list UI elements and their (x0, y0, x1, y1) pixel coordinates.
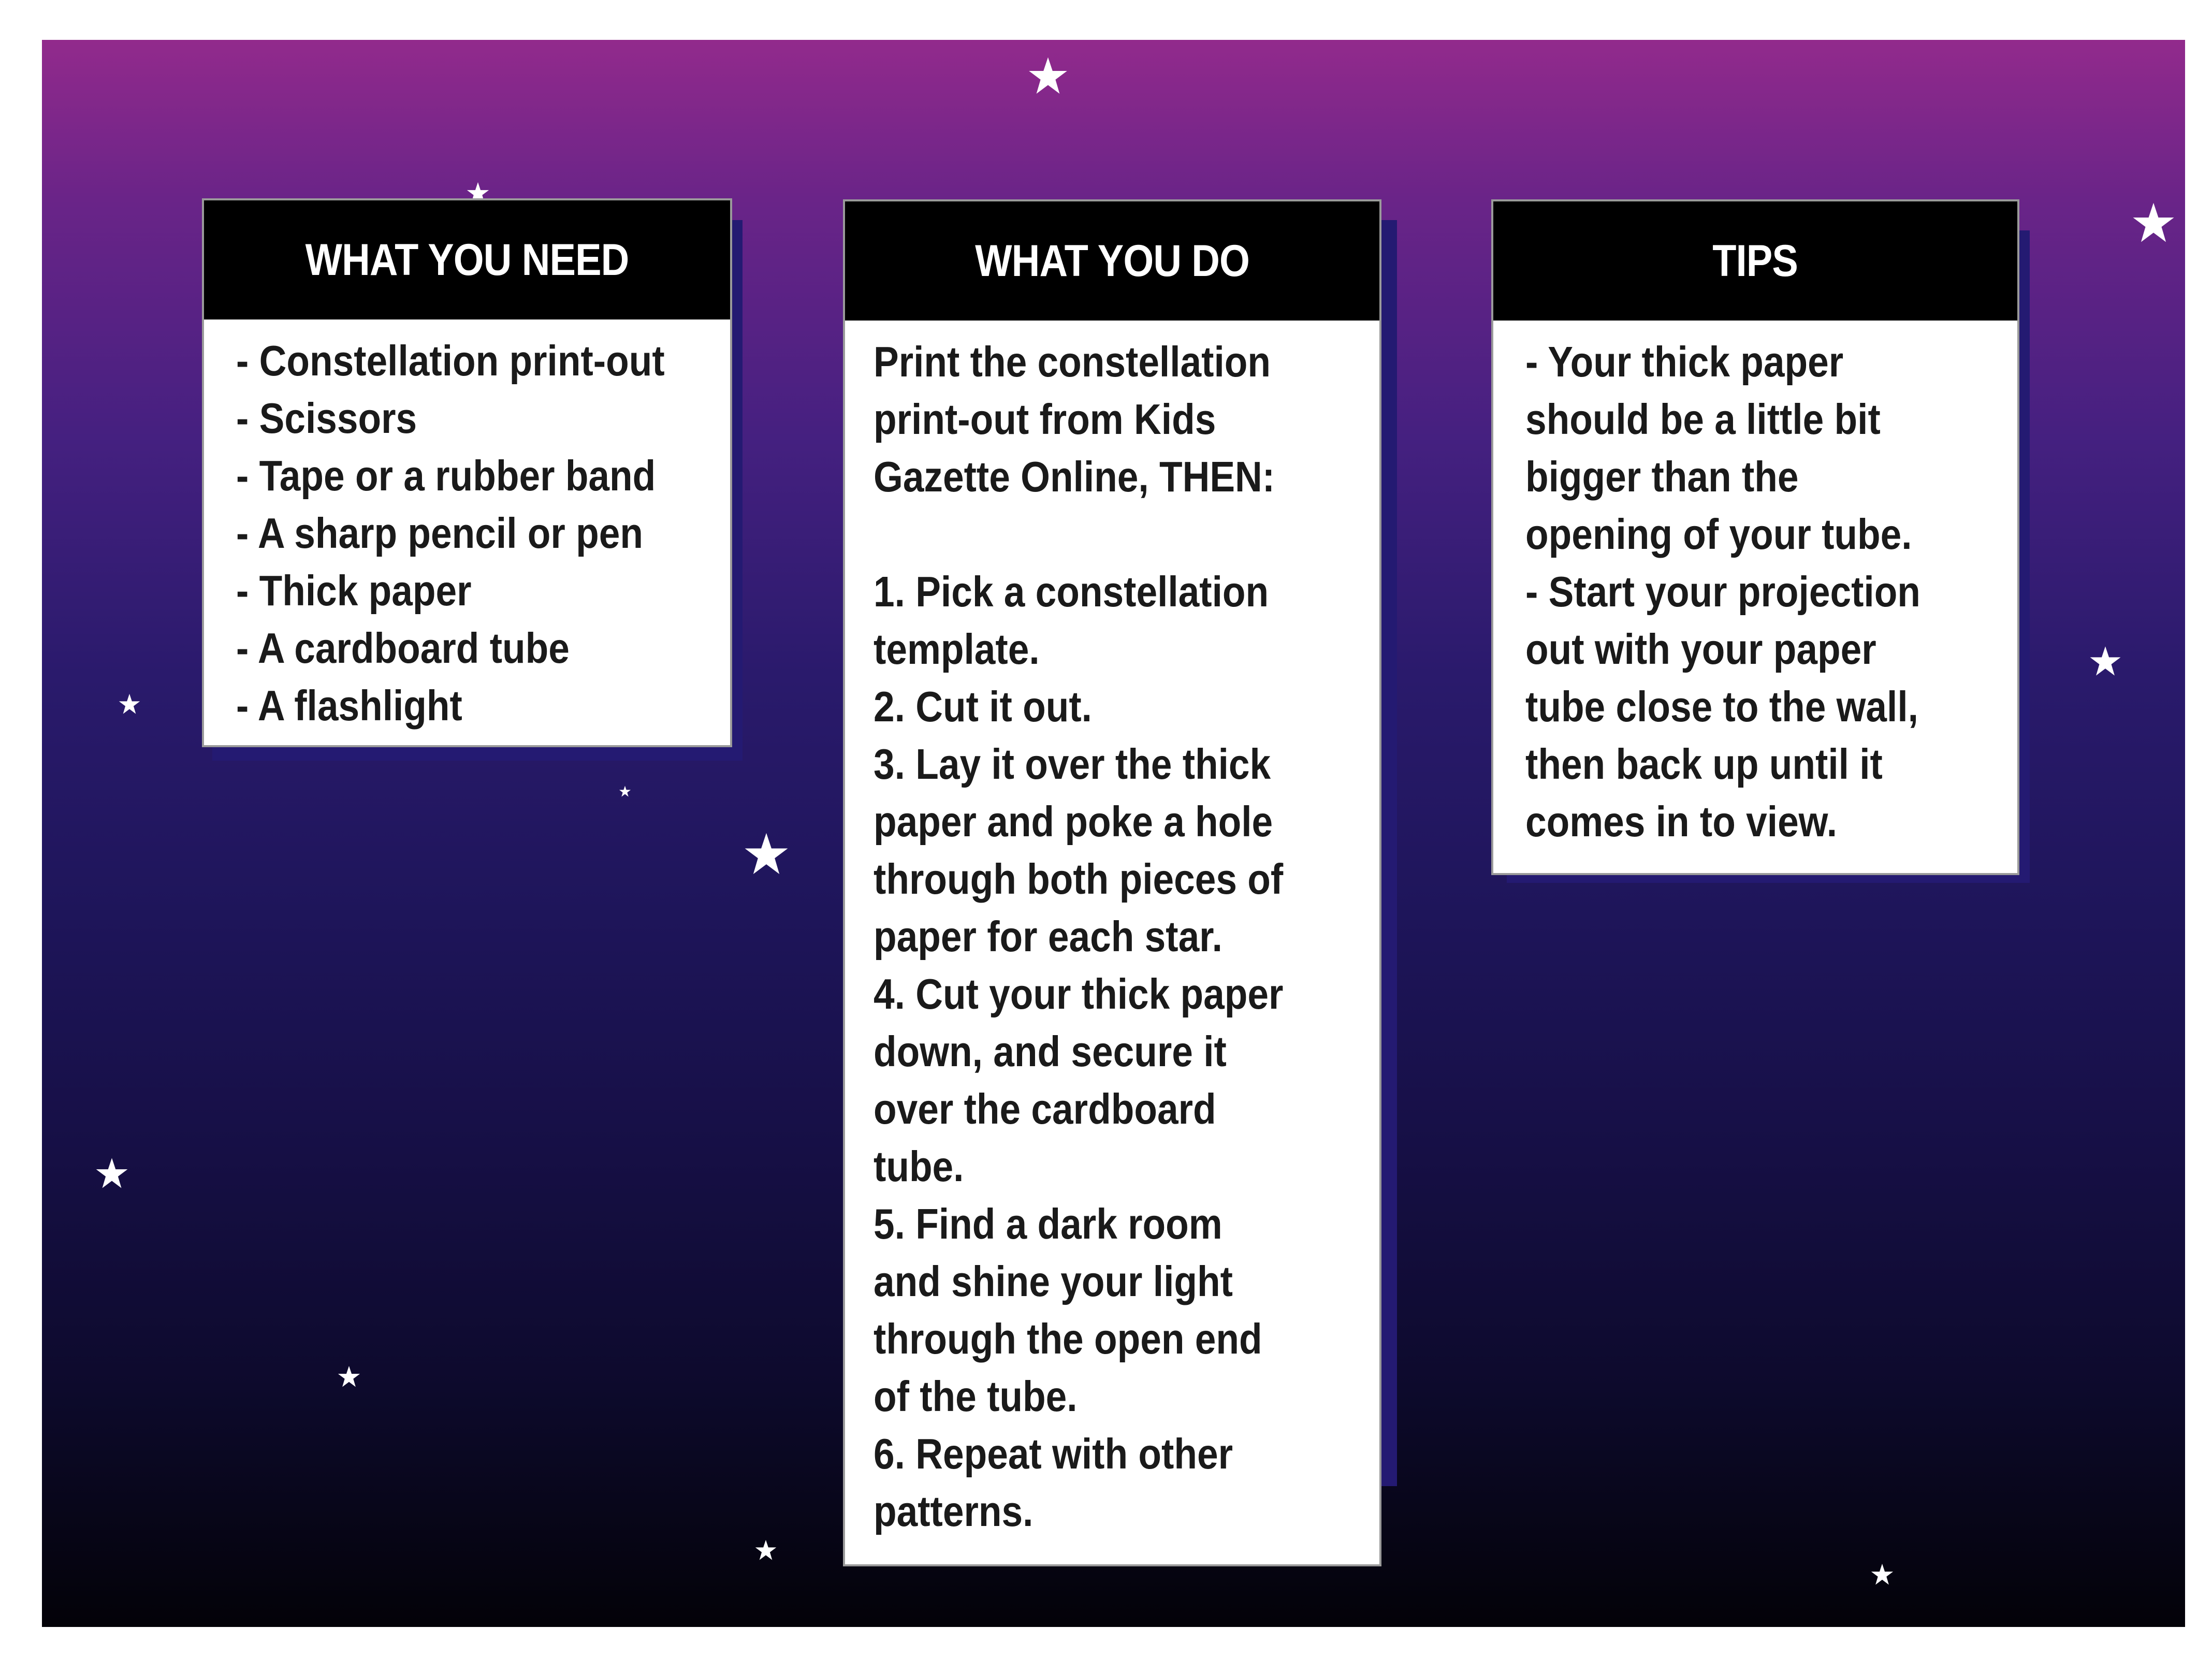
intro-line: Print the constellation (874, 338, 1271, 386)
tip-line: - Start your projection (1525, 568, 1920, 616)
intro-line: print-out from Kids (874, 395, 1216, 443)
step-line: 5. Find a dark room (874, 1200, 1223, 1248)
spacer (874, 505, 1379, 563)
tip-line: bigger than the (1525, 453, 1799, 501)
intro-line: Gazette Online, THEN: (874, 453, 1275, 501)
step-line: 4. Cut your thick paper (874, 970, 1284, 1018)
step-line: through both pieces of (874, 855, 1284, 903)
star-icon (1870, 1563, 1894, 1587)
what-you-do-title: WHAT YOU DO (975, 236, 1249, 286)
tips-text (1493, 321, 2017, 873)
what-you-do-instructions (845, 321, 1379, 1564)
what-you-need-title: WHAT YOU NEED (305, 235, 629, 285)
tip-line: then back up until it (1525, 740, 1883, 788)
step-line: 2. Cut it out. (874, 682, 1092, 731)
list-item: - A flashlight (236, 681, 462, 730)
star-icon (2089, 646, 2122, 679)
list-item: - Constellation print-out (236, 337, 665, 385)
step-line: of the tube. (874, 1372, 1078, 1420)
what-you-need-heading (204, 200, 730, 319)
star-icon (337, 1365, 361, 1389)
step-line: tube. (874, 1142, 964, 1190)
what-you-need-list (204, 319, 730, 745)
tips-heading (1493, 201, 2017, 321)
list-item: - Tape or a rubber band (236, 452, 656, 500)
step-line: through the open end (874, 1315, 1262, 1363)
tip-line: should be a little bit (1525, 395, 1881, 443)
tips-title: TIPS (1712, 236, 1798, 286)
step-line: 1. Pick a constellation (874, 568, 1269, 616)
list-item: - A cardboard tube (236, 624, 570, 672)
list-item: - A sharp pencil or pen (236, 509, 643, 557)
list-item: - Thick paper (236, 566, 472, 615)
star-icon (619, 786, 631, 798)
step-line: 3. Lay it over the thick (874, 740, 1271, 788)
list-item: - Scissors (236, 394, 417, 442)
tips-card (1491, 199, 2019, 875)
step-line: over the cardboard (874, 1085, 1216, 1133)
step-line: template. (874, 625, 1040, 673)
tip-line: - Your thick paper (1525, 338, 1844, 386)
star-icon (2131, 202, 2176, 246)
star-icon (118, 693, 141, 716)
tip-line: comes in to view. (1525, 797, 1838, 846)
step-line: down, and secure it (874, 1027, 1227, 1075)
step-line: paper and poke a hole (874, 797, 1273, 846)
star-icon (754, 1539, 777, 1562)
tip-line: out with your paper (1525, 625, 1876, 673)
step-line: 6. Repeat with other (874, 1430, 1233, 1478)
what-you-do-heading (845, 201, 1379, 321)
what-you-need-card (202, 198, 732, 747)
step-line: patterns. (874, 1487, 1034, 1535)
step-line: and shine your light (874, 1257, 1233, 1305)
tip-line: tube close to the wall, (1525, 682, 1918, 731)
what-you-do-card (843, 199, 1381, 1566)
tip-line: opening of your tube. (1525, 510, 1912, 558)
star-icon (743, 832, 790, 879)
star-icon (1027, 56, 1069, 98)
step-line: paper for each star. (874, 912, 1223, 961)
star-icon (95, 1157, 129, 1191)
